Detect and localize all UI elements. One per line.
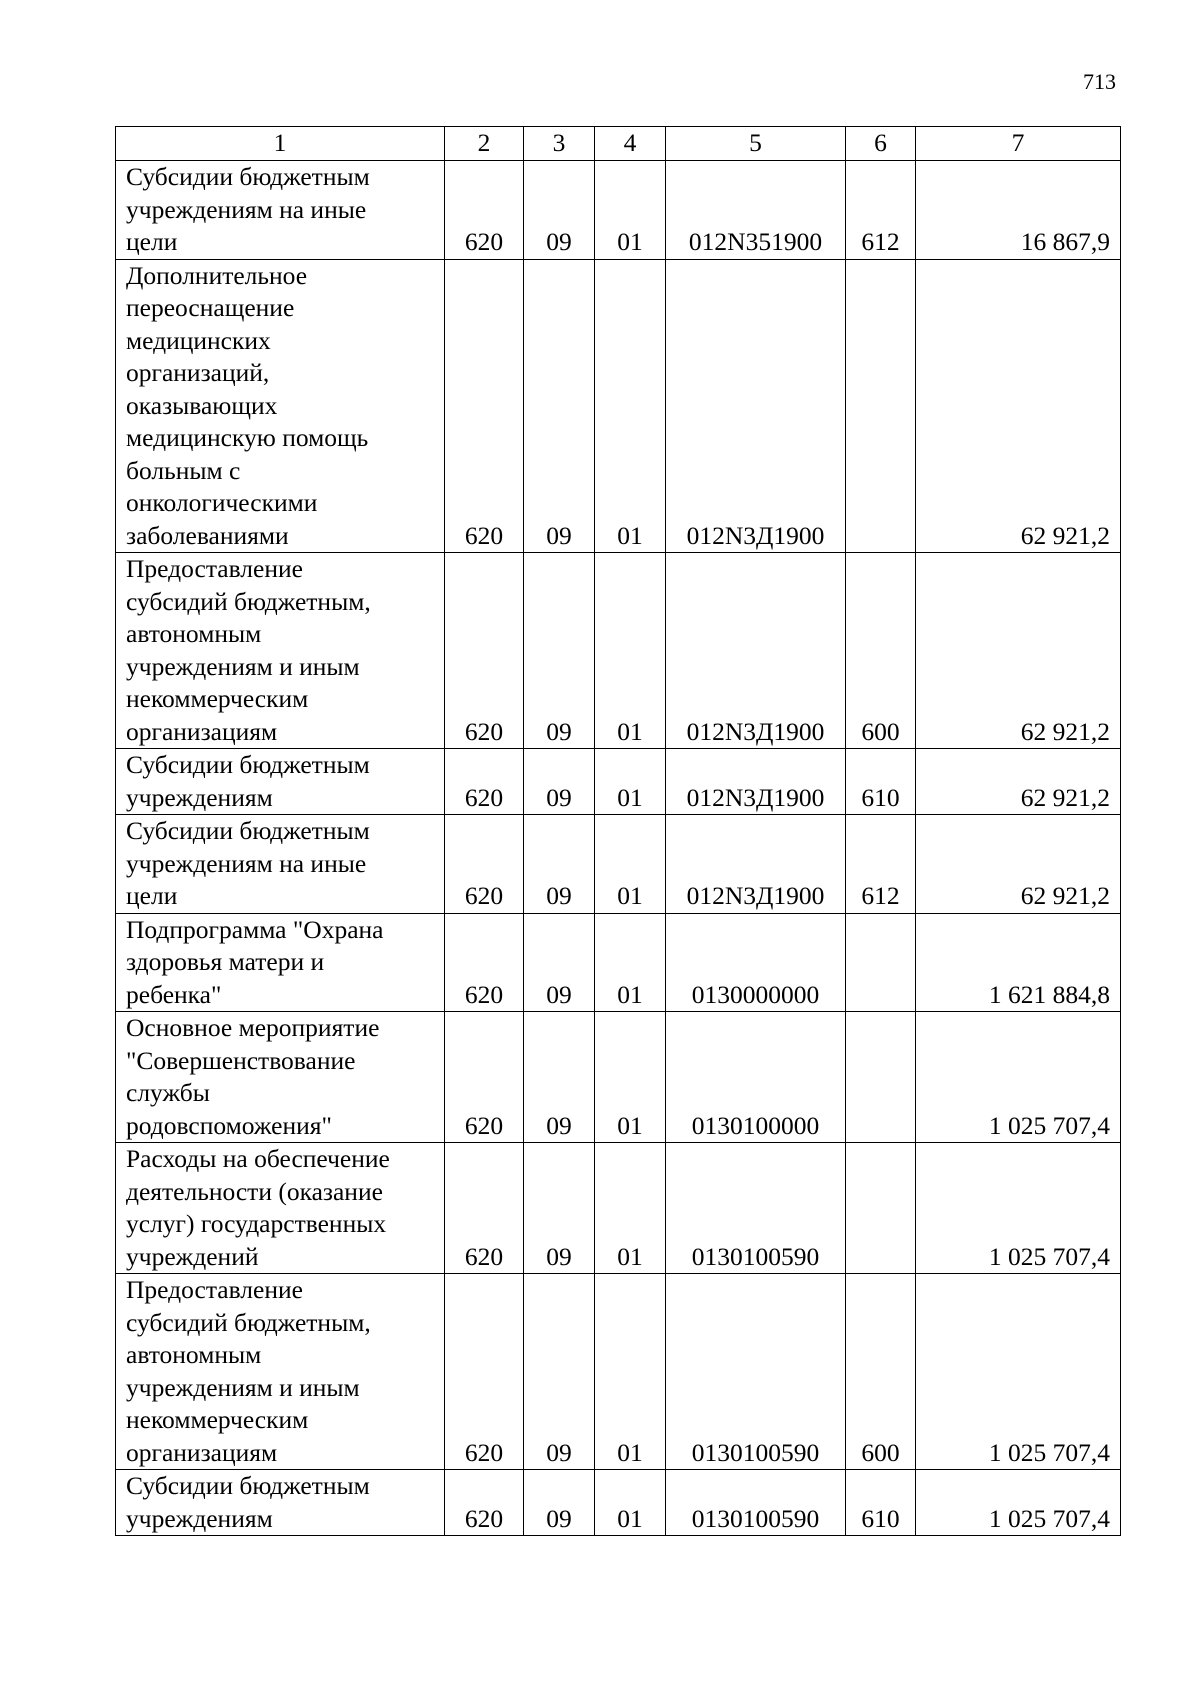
expense-name-line: переоснащение xyxy=(126,293,295,322)
ministry-code-cell: 620 xyxy=(445,259,524,553)
expense-name-line: онкологическими xyxy=(126,488,318,517)
target-code-cell: 012N3Д1900 xyxy=(666,259,846,553)
column-header: 7 xyxy=(916,127,1121,161)
header-row xyxy=(116,127,1121,161)
expense-name-line: цели xyxy=(126,227,178,256)
table-row xyxy=(116,815,1121,914)
expense-name-line: Предоставление xyxy=(126,1275,303,1304)
expense-name-cell xyxy=(116,1143,445,1274)
expense-type-cell xyxy=(846,1012,916,1143)
amount-cell: 62 921,2 xyxy=(916,815,1121,914)
expense-name-line: организациям xyxy=(126,716,278,746)
amount-cell: 1 025 707,4 xyxy=(916,1274,1121,1470)
expense-name-line: больным с xyxy=(126,455,241,485)
expense-name-line: автономным xyxy=(126,619,262,648)
expense-name-line: учреждениям xyxy=(126,1503,273,1533)
expense-name-line: "Совершенствование xyxy=(126,1045,356,1075)
expense-name-line: услуг) государственных xyxy=(126,1209,387,1238)
column-header: 6 xyxy=(846,127,916,161)
amount-cell: 1 025 707,4 xyxy=(916,1012,1121,1143)
target-code-cell: 012N351900 xyxy=(666,161,846,260)
table-row xyxy=(116,1274,1121,1470)
expense-name-line: Субсидии бюджетным xyxy=(126,1471,370,1500)
expense-name-line: родовспоможения" xyxy=(126,1110,332,1140)
table-row xyxy=(116,553,1121,749)
expense-name-line: учреждений xyxy=(126,1241,259,1271)
subsection-code-cell: 01 xyxy=(595,161,666,260)
expense-name-cell xyxy=(116,161,445,260)
target-code-cell: 0130100590 xyxy=(666,1143,846,1274)
expense-name-line: цели xyxy=(126,881,178,910)
expense-name-line: автономным xyxy=(126,1340,262,1369)
expense-name-line: Дополнительное xyxy=(126,260,308,290)
expense-name-line: Субсидии бюджетным xyxy=(126,816,370,845)
expense-name-line: некоммерческим xyxy=(126,684,309,713)
amount-cell: 62 921,2 xyxy=(916,553,1121,749)
subsection-code-cell: 01 xyxy=(595,259,666,553)
ministry-code-cell: 620 xyxy=(445,1470,524,1536)
ministry-code-cell: 620 xyxy=(445,161,524,260)
expense-type-cell: 610 xyxy=(846,1470,916,1536)
target-code-cell: 012N3Д1900 xyxy=(666,749,846,815)
expense-type-cell: 612 xyxy=(846,161,916,260)
target-code-cell: 0130100590 xyxy=(666,1470,846,1536)
column-header: 4 xyxy=(595,127,666,161)
expense-name-line: заболеваниями xyxy=(126,520,289,550)
ministry-code-cell: 620 xyxy=(445,1274,524,1470)
expense-name-cell xyxy=(116,1274,445,1470)
expense-name-line: медицинскую помощь xyxy=(126,423,369,452)
section-code-cell: 09 xyxy=(524,1143,595,1274)
expense-name-line: Подпрограмма "Охрана xyxy=(126,914,384,944)
expense-name-line: медицинских xyxy=(126,325,271,355)
expense-type-cell xyxy=(846,1143,916,1274)
expense-name-cell xyxy=(116,1470,445,1536)
expense-type-cell: 612 xyxy=(846,815,916,914)
ministry-code-cell: 620 xyxy=(445,749,524,815)
expense-name-line: учреждениям на иные xyxy=(126,848,367,878)
page-number: 713 xyxy=(1083,69,1116,94)
expense-name-line: деятельности (оказание xyxy=(126,1176,383,1206)
expense-name-line: учреждениям на иные xyxy=(126,194,367,224)
expense-name-line: здоровья матери и xyxy=(126,947,325,976)
subsection-code-cell: 01 xyxy=(595,1143,666,1274)
ministry-code-cell: 620 xyxy=(445,1012,524,1143)
section-code-cell: 09 xyxy=(524,1470,595,1536)
target-code-cell: 0130100000 xyxy=(666,1012,846,1143)
expense-name-cell xyxy=(116,1012,445,1143)
target-code-cell: 012N3Д1900 xyxy=(666,815,846,914)
section-code-cell: 09 xyxy=(524,259,595,553)
expense-name-cell xyxy=(116,815,445,914)
expense-name-line: субсидий бюджетным, xyxy=(126,586,371,616)
expense-name-line: некоммерческим xyxy=(126,1405,309,1434)
expense-name-line: Субсидии бюджетным xyxy=(126,162,370,191)
expense-name-line: учреждениям и иным xyxy=(126,651,360,681)
expense-type-cell: 600 xyxy=(846,1274,916,1470)
section-code-cell: 09 xyxy=(524,1012,595,1143)
amount-cell: 62 921,2 xyxy=(916,749,1121,815)
expense-name-line: Расходы на обеспечение xyxy=(126,1144,390,1173)
subsection-code-cell: 01 xyxy=(595,749,666,815)
expense-name-cell xyxy=(116,913,445,1012)
table-row xyxy=(116,259,1121,553)
expense-type-cell xyxy=(846,259,916,553)
amount-cell: 1 025 707,4 xyxy=(916,1470,1121,1536)
subsection-code-cell: 01 xyxy=(595,553,666,749)
subsection-code-cell: 01 xyxy=(595,1274,666,1470)
ministry-code-cell: 620 xyxy=(445,913,524,1012)
section-code-cell: 09 xyxy=(524,1274,595,1470)
table-row xyxy=(116,1012,1121,1143)
table-row xyxy=(116,913,1121,1012)
expense-name-line: организаций, xyxy=(126,358,270,387)
expense-name-line: Предоставление xyxy=(126,554,303,583)
ministry-code-cell: 620 xyxy=(445,815,524,914)
expense-type-cell xyxy=(846,913,916,1012)
ministry-code-cell: 620 xyxy=(445,553,524,749)
column-header: 2 xyxy=(445,127,524,161)
subsection-code-cell: 01 xyxy=(595,1470,666,1536)
expense-name-cell xyxy=(116,259,445,553)
ministry-code-cell: 620 xyxy=(445,1143,524,1274)
expense-name-line: Основное мероприятие xyxy=(126,1013,380,1042)
subsection-code-cell: 01 xyxy=(595,1012,666,1143)
expense-name-line: ребенка" xyxy=(126,979,222,1009)
expense-name-line: субсидий бюджетным, xyxy=(126,1307,371,1337)
expense-name-cell xyxy=(116,749,445,815)
expense-name-line: учреждениям xyxy=(126,782,273,812)
target-code-cell: 012N3Д1900 xyxy=(666,553,846,749)
expense-name-line: Субсидии бюджетным xyxy=(126,750,370,779)
expense-type-cell: 610 xyxy=(846,749,916,815)
amount-cell: 1 621 884,8 xyxy=(916,913,1121,1012)
section-code-cell: 09 xyxy=(524,749,595,815)
table-row xyxy=(116,749,1121,815)
section-code-cell: 09 xyxy=(524,553,595,749)
table-row xyxy=(116,1470,1121,1536)
expense-name-cell xyxy=(116,553,445,749)
section-code-cell: 09 xyxy=(524,913,595,1012)
target-code-cell: 0130100590 xyxy=(666,1274,846,1470)
section-code-cell: 09 xyxy=(524,161,595,260)
amount-cell: 62 921,2 xyxy=(916,259,1121,553)
subsection-code-cell: 01 xyxy=(595,913,666,1012)
expense-type-cell: 600 xyxy=(846,553,916,749)
subsection-code-cell: 01 xyxy=(595,815,666,914)
expense-name-line: организациям xyxy=(126,1437,278,1467)
table-body xyxy=(116,161,1121,1536)
column-header: 3 xyxy=(524,127,595,161)
target-code-cell: 0130000000 xyxy=(666,913,846,1012)
expense-name-line: оказывающих xyxy=(126,390,278,420)
expense-name-line: учреждениям и иным xyxy=(126,1372,360,1402)
amount-cell: 1 025 707,4 xyxy=(916,1143,1121,1274)
table-row xyxy=(116,161,1121,260)
amount-cell: 16 867,9 xyxy=(916,161,1121,260)
budget-table xyxy=(115,126,1121,1536)
column-header: 5 xyxy=(666,127,846,161)
section-code-cell: 09 xyxy=(524,815,595,914)
column-header: 1 xyxy=(116,127,445,161)
expense-name-line: службы xyxy=(126,1078,210,1107)
table-row xyxy=(116,1143,1121,1274)
